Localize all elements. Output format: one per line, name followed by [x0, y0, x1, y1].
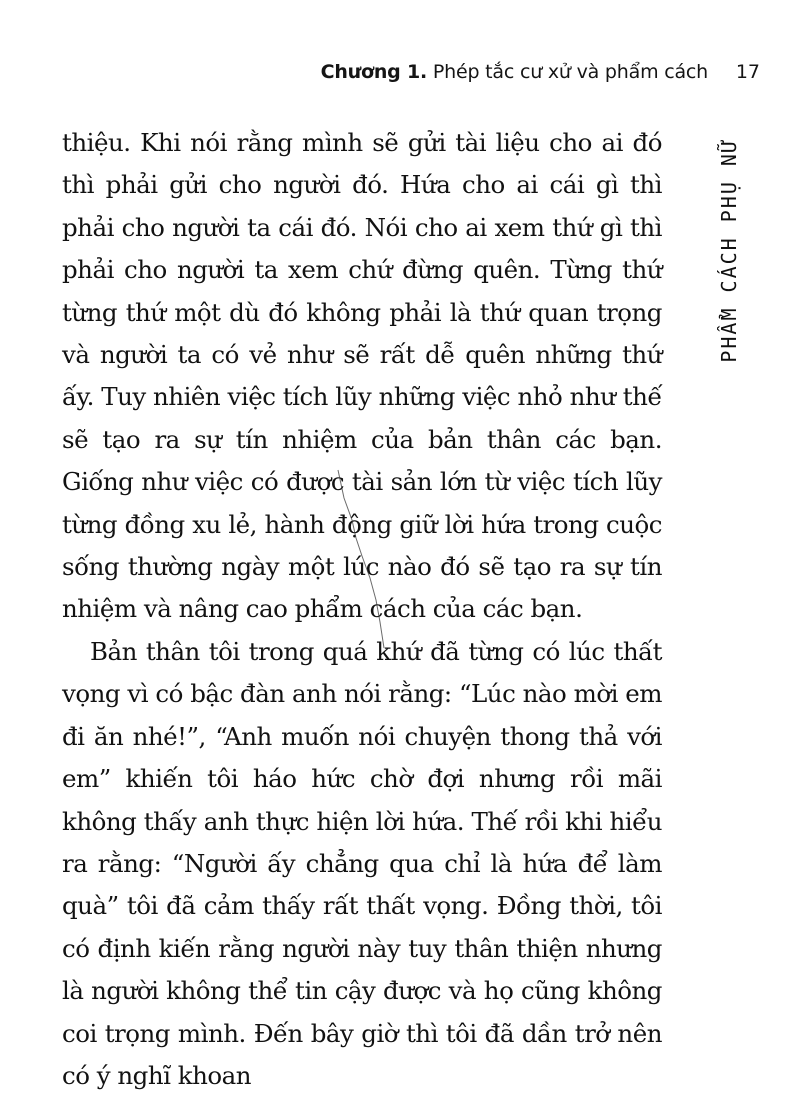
page-number: 17: [735, 61, 760, 83]
paragraph-2: Bản thân tôi trong quá khứ đã từng có lúc thất vọng vì có bậc đàn anh nói rằng: “Lúc nào mời em đi ăn nhé!”, “Anh muốn nói chuyện thong thả với em” khiến tôi háo hức chờ đợi nhưng rồi mãi không thấy anh thực hiện lời hứa. Thế rồi khi hiểu ra rằng: “Người ấy chẳng qua chỉ là hứa để làm quà” tôi đã cảm thấy rất thất vọng. Đồng thời, tôi có định kiến rằng người này tuy thân thiện nhưng là người không thể tin cậy được và họ cũng không coi trọng mình. Đến bây giờ thì tôi đã dần trở nên có ý nghĩ khoan: [62, 636, 662, 1090]
side-title-text: PHẨM CÁCH PHỤ NỮ: [717, 137, 741, 363]
running-header: [321, 58, 708, 86]
body-text: [62, 122, 662, 1097]
chapter-label: Chương 1.: [320, 61, 428, 83]
chapter-title: Phép tắc cư xử và phẩm cách: [432, 61, 708, 83]
side-title: [714, 137, 744, 363]
paragraph-1: thiệu. Khi nói rằng mình sẽ gửi tài liệu cho ai đó thì phải gửi cho người đó. Hứa cho ai cái gì thì phải cho người ta cái đó. Nói cho ai xem thứ gì thì phải cho người ta xem chứ đừng quên. Từng thứ từng thứ một dù đó không phải là thứ quan trọng và người ta có vẻ như sẽ rất dễ quên những thứ ấy. Tuy nhiên việc tích lũy những việc nhỏ như thế sẽ tạo ra sự tín nhiệm của bản thân các bạn. Giống như việc có được tài sản lớn từ việc tích lũy từng đồng xu lẻ, hành động giữ lời hứa trong cuộc sống thường ngày một lúc nào đó sẽ tạo ra sự tín nhiệm và nâng cao phẩm cách của các bạn.: [62, 128, 662, 624]
